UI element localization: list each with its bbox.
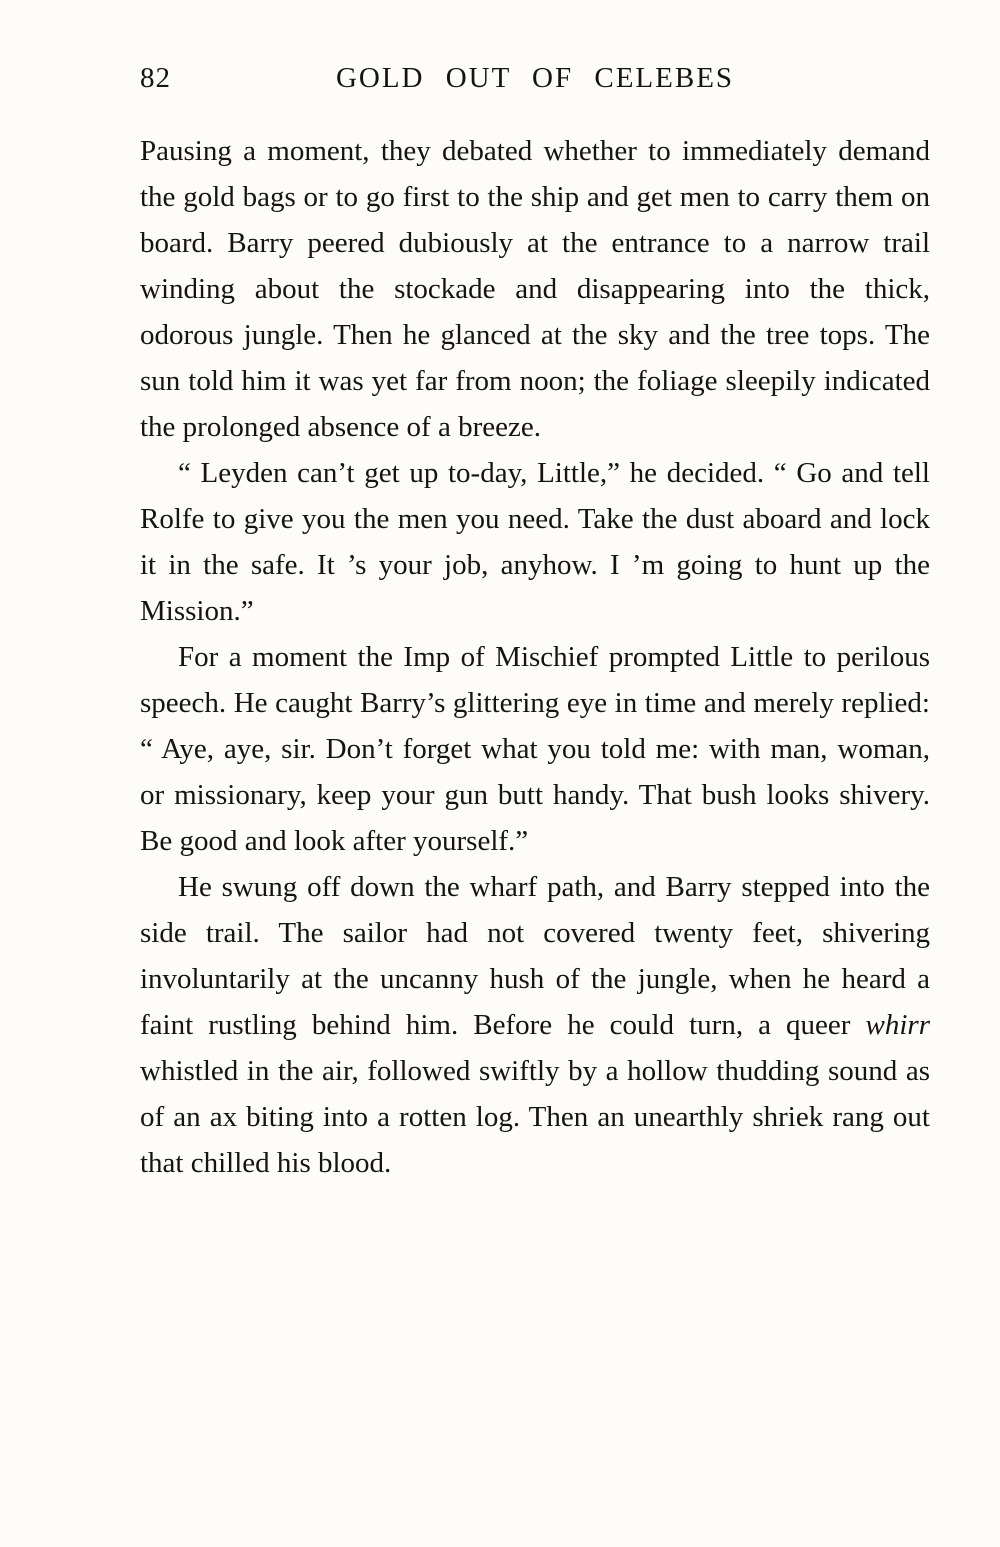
running-title: GOLD OUT OF CELEBES <box>335 62 735 94</box>
italic-text: whirr <box>865 1009 930 1041</box>
paragraph <box>140 634 930 864</box>
page-number: 82 <box>140 62 171 94</box>
body-text-segment: Pausing a moment, they debated whether to immediately demand the gold bags or to go first to the ship and get men to carry them on board. Barry peered dubiously at the entrance to a narrow trail winding about the stockade and disappearing into the thick, odorous jungle. Then he glanced at the sky and the tree tops. The sun told him it was yet far from noon; the foliage sleepily indicated the prolonged absence of a breeze. <box>140 135 930 443</box>
body-text-segment: He swung off down the wharf path, and Barry stepped into the side trail. The sailor had not covered twenty feet, shivering involuntarily at the uncanny hush of the jungle, when he heard a faint rustling behind him. Before he could turn, a queer <box>140 871 930 1041</box>
page-body <box>140 128 930 1186</box>
paragraph <box>140 450 930 634</box>
paragraph <box>140 864 930 1186</box>
body-text-segment: For a moment the Imp of Mischief prompted Little to perilous speech. He caught Barry’s glittering eye in time and merely replied: “ Aye, aye, sir. Don’t forget what you told me: with man, woman, or missionary, keep your gun butt handy. That bush looks shivery. Be good and look after yourself.” <box>140 641 930 857</box>
paragraph <box>140 128 930 450</box>
page-header <box>140 62 930 106</box>
body-text-segment: whistled in the air, followed swiftly by a hollow thudding sound as of an ax biting into a rotten log. Then an unearthly shriek rang out that chilled his blood. <box>140 1055 930 1179</box>
body-text-segment: “ Leyden can’t get up to-day, Little,” he decided. “ Go and tell Rolfe to give you the men you need. Take the dust aboard and lock it in the safe. It ’s your job, anyhow. I ’m going to hunt up the Mission.” <box>140 457 930 627</box>
